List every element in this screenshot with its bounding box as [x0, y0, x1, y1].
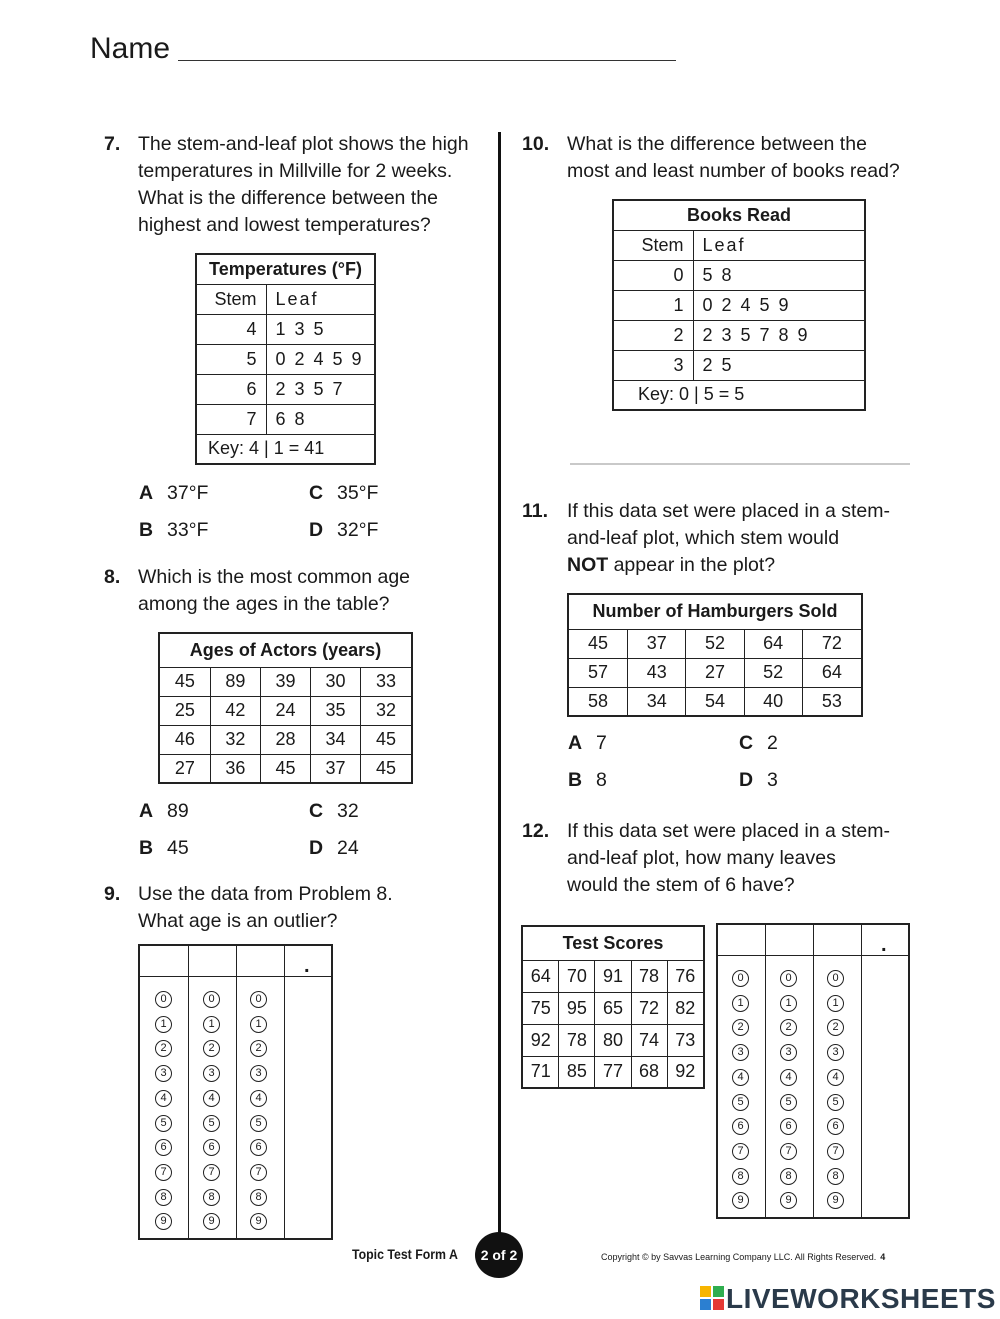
choice-b[interactable]: B 45: [139, 837, 189, 859]
books-read-stem-leaf-table: [612, 199, 866, 411]
choice-c[interactable]: C 35°F: [309, 482, 379, 504]
emphasis-not: NOT: [567, 554, 609, 576]
table-cell: 78: [559, 1024, 595, 1056]
digit-bubble[interactable]: 2: [155, 1040, 172, 1057]
digit-bubble[interactable]: 3: [827, 1044, 844, 1061]
copyright: Copyright © by Savvas Learning Company LLC. All Rights Reserved. 4: [601, 1252, 886, 1262]
table-cell: 28: [260, 725, 310, 754]
liveworksheets-logo: LIVEWORKSHEETS: [726, 1283, 996, 1314]
table-row: [159, 725, 412, 754]
table-cell: 52: [686, 629, 744, 658]
question-number: 11.: [522, 500, 549, 522]
question-11: [522, 498, 922, 582]
table-cell: 40: [744, 687, 802, 716]
table-cell: 30: [311, 667, 361, 696]
choice-d[interactable]: D 24: [309, 837, 359, 859]
digit-bubble[interactable]: 4: [155, 1090, 172, 1107]
digit-bubble[interactable]: 3: [780, 1044, 797, 1061]
footer-title: Topic Test Form A: [352, 1246, 458, 1262]
digit-bubble[interactable]: 4: [203, 1090, 220, 1107]
choice-a[interactable]: A 7: [568, 732, 607, 754]
digit-bubble[interactable]: 3: [250, 1065, 267, 1082]
stem-cell: 6: [196, 374, 266, 404]
table-row: [159, 754, 412, 783]
table-cell: 45: [361, 754, 412, 783]
digit-bubble[interactable]: 7: [155, 1164, 172, 1181]
stem-cell: 1: [613, 290, 693, 320]
digit-bubble[interactable]: 5: [780, 1094, 797, 1111]
choice-c[interactable]: C 2: [739, 732, 778, 754]
leaf-header: Leaf: [266, 284, 375, 314]
table-cell: 27: [686, 658, 744, 687]
question-number: 8.: [104, 566, 121, 588]
table-cell: 24: [260, 696, 310, 725]
digit-bubble[interactable]: 0: [780, 970, 797, 987]
digit-bubble[interactable]: 7: [250, 1164, 267, 1181]
stem-header: Stem: [613, 230, 693, 260]
digit-bubble[interactable]: 1: [203, 1016, 220, 1033]
table-cell: 92: [667, 1056, 704, 1088]
table-cell: 45: [361, 725, 412, 754]
digit-bubble[interactable]: 7: [732, 1143, 749, 1160]
digit-bubble[interactable]: 6: [203, 1139, 220, 1156]
digit-bubble[interactable]: 7: [203, 1164, 220, 1181]
temperatures-stem-leaf-table: [195, 253, 376, 465]
question-number: 12.: [522, 820, 550, 842]
digit-bubble[interactable]: 4: [732, 1069, 749, 1086]
table-cell: 32: [210, 725, 260, 754]
table-cell: 78: [631, 960, 667, 992]
table-cell: 72: [631, 992, 667, 1024]
digit-bubble[interactable]: 6: [155, 1139, 172, 1156]
grid-header-line: [718, 955, 908, 956]
table-cell: 72: [802, 629, 862, 658]
question-text-line: Which is the most common age: [138, 566, 411, 588]
digit-bubble[interactable]: 1: [155, 1016, 172, 1033]
leaf-cell: 2 3 5 7 8 9: [693, 320, 865, 350]
stem-cell: 5: [196, 344, 266, 374]
digit-bubble[interactable]: 2: [250, 1040, 267, 1057]
table-cell: 64: [744, 629, 802, 658]
question-number: 7.: [104, 133, 121, 155]
table-row: [522, 992, 704, 1024]
table-cell: 52: [744, 658, 802, 687]
table-row: [568, 658, 862, 687]
digit-bubble[interactable]: 5: [827, 1094, 844, 1111]
stem-cell: 4: [196, 314, 266, 344]
table-cell: 92: [522, 1024, 559, 1056]
name-label: Name: [90, 32, 171, 65]
leaf-cell: 2 5: [693, 350, 865, 380]
table-cell: 54: [686, 687, 744, 716]
stem-cell: 0: [613, 260, 693, 290]
digit-bubble[interactable]: 9: [827, 1192, 844, 1209]
name-input-line[interactable]: [178, 60, 676, 61]
question-text-line: highest and lowest temperatures?: [138, 214, 431, 236]
table-cell: 80: [595, 1024, 631, 1056]
question-text-line: Use the data from Problem 8.: [138, 883, 393, 905]
table-cell: 37: [628, 629, 686, 658]
question-12: [522, 818, 922, 902]
digit-bubble[interactable]: 2: [732, 1019, 749, 1036]
table-row: [568, 687, 862, 716]
question-number: 10.: [522, 133, 550, 155]
question-text-line: What age is an outlier?: [138, 910, 338, 932]
digit-bubble[interactable]: 1: [250, 1016, 267, 1033]
digit-bubble[interactable]: 7: [827, 1143, 844, 1160]
question-text-line: would the stem of 6 have?: [567, 874, 795, 896]
liveworksheets-logo-icon: [700, 1286, 724, 1310]
table-cell: 73: [667, 1024, 704, 1056]
test-scores-table: [521, 925, 705, 1089]
question-text-line: If this data set were placed in a stem-: [567, 820, 890, 842]
digit-bubble[interactable]: 6: [732, 1118, 749, 1135]
table-cell: 37: [311, 754, 361, 783]
choice-b[interactable]: B 33°F: [139, 519, 209, 541]
question-10: [522, 131, 922, 187]
table-cell: 34: [311, 725, 361, 754]
question-text-line: If this data set were placed in a stem-: [567, 500, 890, 522]
leaf-cell: 5 8: [693, 260, 865, 290]
digit-bubble[interactable]: 8: [155, 1189, 172, 1206]
digit-bubble[interactable]: 2: [203, 1040, 220, 1057]
table-cell: 42: [210, 696, 260, 725]
table-cell: 64: [802, 658, 862, 687]
choice-a[interactable]: A 89: [139, 800, 189, 822]
table-cell: 95: [559, 992, 595, 1024]
table-row: [159, 667, 412, 696]
digit-bubble[interactable]: 0: [250, 991, 267, 1008]
digit-bubble[interactable]: 4: [827, 1069, 844, 1086]
answer-grid-q9: [138, 944, 333, 1240]
table-cell: 68: [631, 1056, 667, 1088]
table-cell: 39: [260, 667, 310, 696]
table-cell: 65: [595, 992, 631, 1024]
question-7: [104, 131, 494, 241]
table-title: Ages of Actors (years): [159, 633, 412, 667]
digit-bubble[interactable]: 6: [250, 1139, 267, 1156]
table-key: Key: 4 | 1 = 41: [196, 434, 375, 464]
digit-bubble[interactable]: 6: [780, 1118, 797, 1135]
stem-cell: 3: [613, 350, 693, 380]
table-cell: 35: [311, 696, 361, 725]
digit-bubble[interactable]: 3: [155, 1065, 172, 1082]
digit-bubble[interactable]: 9: [780, 1192, 797, 1209]
leaf-cell: 1 3 5: [266, 314, 375, 344]
digit-bubble[interactable]: 3: [732, 1044, 749, 1061]
table-key: Key: 0 | 5 = 5: [613, 380, 865, 410]
grid-header-line: [140, 976, 331, 977]
digit-bubble[interactable]: 0: [155, 991, 172, 1008]
table-cell: 45: [260, 754, 310, 783]
leaf-cell: 2 3 5 7: [266, 374, 375, 404]
question-9: [104, 881, 494, 937]
table-cell: 32: [361, 696, 412, 725]
table-cell: 45: [159, 667, 210, 696]
table-row: [522, 1024, 704, 1056]
digit-bubble[interactable]: 5: [732, 1094, 749, 1111]
table-row: [522, 960, 704, 992]
page-indicator: 2 of 2: [475, 1232, 523, 1278]
leaf-cell: 0 2 4 5 9: [266, 344, 375, 374]
table-cell: 74: [631, 1024, 667, 1056]
table-cell: 36: [210, 754, 260, 783]
table-cell: 71: [522, 1056, 559, 1088]
digit-bubble[interactable]: 9: [155, 1213, 172, 1230]
table-cell: 91: [595, 960, 631, 992]
ages-of-actors-table: [158, 632, 413, 784]
digit-bubble[interactable]: 8: [203, 1189, 220, 1206]
digit-bubble[interactable]: 0: [827, 970, 844, 987]
question-number: 9.: [104, 883, 121, 905]
table-cell: 27: [159, 754, 210, 783]
table-title: Books Read: [613, 200, 865, 230]
answer-grid-q12: [716, 923, 910, 1219]
table-cell: 89: [210, 667, 260, 696]
question-text-line: temperatures in Millville for 2 weeks.: [138, 160, 453, 182]
digit-bubble[interactable]: 0: [732, 970, 749, 987]
digit-bubble[interactable]: 9: [732, 1192, 749, 1209]
table-row: [159, 696, 412, 725]
question-text-line: and-leaf plot, how many leaves: [567, 847, 836, 869]
digit-bubble[interactable]: 8: [827, 1168, 844, 1185]
table-cell: 82: [667, 992, 704, 1024]
stem-header: Stem: [196, 284, 266, 314]
table-title: Temperatures (°F): [196, 254, 375, 284]
digit-bubble[interactable]: 1: [780, 995, 797, 1012]
table-cell: 75: [522, 992, 559, 1024]
hamburgers-sold-table: [567, 593, 863, 717]
question-text-line: What is the difference between the: [138, 187, 438, 209]
question-text-line: What is the difference between the: [567, 133, 867, 155]
table-cell: 85: [559, 1056, 595, 1088]
question-text-line: and-leaf plot, which stem would: [567, 527, 840, 549]
digit-bubble[interactable]: 8: [250, 1189, 267, 1206]
table-cell: 70: [559, 960, 595, 992]
leaf-cell: 6 8: [266, 404, 375, 434]
table-row: [522, 1056, 704, 1088]
choice-a[interactable]: A 37°F: [139, 482, 209, 504]
digit-bubble[interactable]: 8: [780, 1168, 797, 1185]
table-cell: 76: [667, 960, 704, 992]
question-text-line: among the ages in the table?: [138, 593, 390, 615]
table-title: Test Scores: [522, 926, 704, 960]
table-cell: 58: [568, 687, 628, 716]
table-cell: 43: [628, 658, 686, 687]
question-text-line: NOT appear in the plot?: [567, 554, 776, 576]
digit-bubble[interactable]: 5: [155, 1115, 172, 1132]
digit-bubble[interactable]: 7: [780, 1143, 797, 1160]
table-cell: 46: [159, 725, 210, 754]
digit-bubble[interactable]: 5: [203, 1115, 220, 1132]
digit-bubble[interactable]: 1: [732, 995, 749, 1012]
stem-cell: 7: [196, 404, 266, 434]
digit-bubble[interactable]: 2: [780, 1019, 797, 1036]
digit-bubble[interactable]: 9: [203, 1213, 220, 1230]
digit-bubble[interactable]: 5: [250, 1115, 267, 1132]
decimal-point: .: [881, 934, 887, 956]
table-title: Number of Hamburgers Sold: [568, 594, 862, 629]
table-cell: 64: [522, 960, 559, 992]
table-row: [568, 629, 862, 658]
digit-bubble[interactable]: 4: [780, 1069, 797, 1086]
stem-cell: 2: [613, 320, 693, 350]
choice-d[interactable]: D 3: [739, 769, 778, 791]
digit-bubble[interactable]: 9: [250, 1213, 267, 1230]
choice-b[interactable]: B 8: [568, 769, 607, 791]
leaf-cell: 0 2 4 5 9: [693, 290, 865, 320]
table-cell: 34: [628, 687, 686, 716]
choice-c[interactable]: C 32: [309, 800, 359, 822]
table-cell: 77: [595, 1056, 631, 1088]
column-divider: [498, 132, 501, 1242]
digit-bubble[interactable]: 8: [732, 1168, 749, 1185]
choice-d[interactable]: D 32°F: [309, 519, 379, 541]
digit-bubble[interactable]: 0: [203, 991, 220, 1008]
table-cell: 45: [568, 629, 628, 658]
digit-bubble[interactable]: 1: [827, 995, 844, 1012]
digit-bubble[interactable]: 4: [250, 1090, 267, 1107]
question-text-line: most and least number of books read?: [567, 160, 900, 182]
table-cell: 25: [159, 696, 210, 725]
digit-bubble[interactable]: 6: [827, 1118, 844, 1135]
digit-bubble[interactable]: 2: [827, 1019, 844, 1036]
decimal-point: .: [304, 955, 310, 977]
leaf-header: Leaf: [693, 230, 865, 260]
question-8: [104, 564, 494, 620]
table-cell: 53: [802, 687, 862, 716]
table-cell: 33: [361, 667, 412, 696]
section-divider: [570, 463, 910, 465]
question-text-line: The stem-and-leaf plot shows the high: [138, 133, 469, 155]
digit-bubble[interactable]: 3: [203, 1065, 220, 1082]
table-cell: 57: [568, 658, 628, 687]
